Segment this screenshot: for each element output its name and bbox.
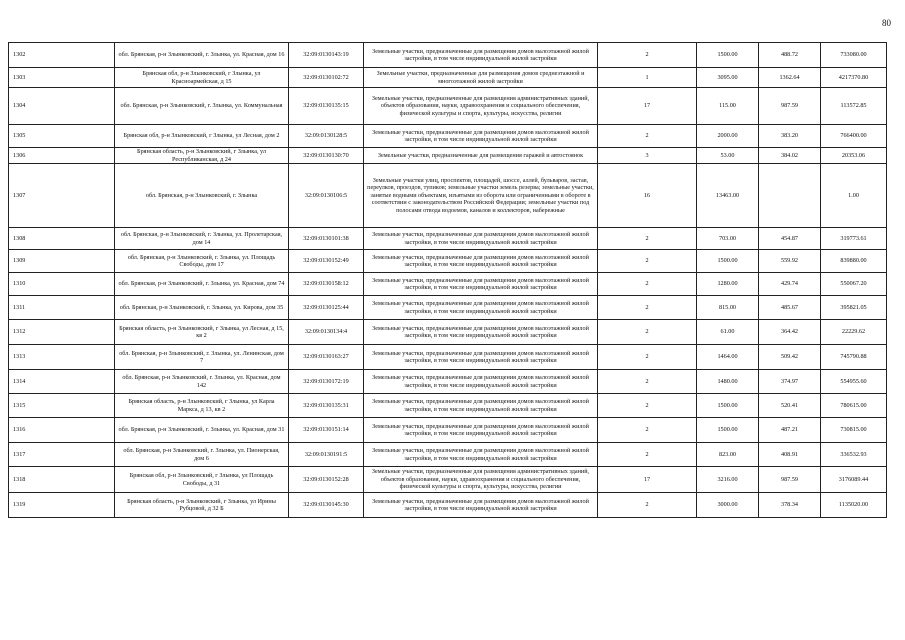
land-use-cell: Земельные участки, предназначенные для размещения домов малоэтажной жилой застройки, в том числе индивидуальной жилой застройки <box>364 273 598 296</box>
land-use-cell: Земельные участки, предназначенные для размещения домов малоэтажной жилой застройки, в том числе индивидуальной жилой застройки <box>364 320 598 345</box>
cadastral-value-cell: 22229.62 <box>821 320 887 345</box>
row-number: 1315 <box>9 394 115 418</box>
table-row <box>9 443 887 467</box>
land-use-cell: Земельные участки, предназначенные для размещения домов малоэтажной жилой застройки, в том числе индивидуальной жилой застройки <box>364 370 598 394</box>
area-cell: 1500.00 <box>697 43 759 68</box>
group-number-cell: 2 <box>598 370 697 394</box>
address-cell: обл. Брянская, р-н Злынковский, г. Злынка, ул. Кирова, дом 35 <box>115 296 289 320</box>
address-cell: обл. Брянская, р-н Злынковский, г. Злынка, ул. Пионерская, дом 6 <box>115 443 289 467</box>
cadastral-value-cell: 780615.00 <box>821 394 887 418</box>
area-cell: 1464.00 <box>697 345 759 370</box>
group-number-cell: 17 <box>598 467 697 493</box>
land-use-cell: Земельные участки, предназначенные для размещения домов малоэтажной жилой застройки, в том числе индивидуальной жилой застройки <box>364 493 598 518</box>
row-number: 1312 <box>9 320 115 345</box>
table-row <box>9 467 887 493</box>
cadastral-number-cell: 32:09:0130152:28 <box>289 467 364 493</box>
cadastral-number-cell: 32:09:0130102:72 <box>289 68 364 88</box>
land-use-cell: Земельные участки, предназначенные для размещения домов малоэтажной жилой застройки, в том числе индивидуальной жилой застройки <box>364 394 598 418</box>
area-cell: 1500.00 <box>697 250 759 273</box>
row-number: 1311 <box>9 296 115 320</box>
area-cell: 115.00 <box>697 88 759 125</box>
specific-value-cell: 429.74 <box>759 273 821 296</box>
cadastral-value-cell: 839880.00 <box>821 250 887 273</box>
area-cell: 1500.00 <box>697 418 759 443</box>
land-use-cell: Земельные участки, предназначенные для размещения домов малоэтажной жилой застройки, в том числе индивидуальной жилой застройки <box>364 228 598 250</box>
specific-value-cell: 378.34 <box>759 493 821 518</box>
area-cell: 3095.00 <box>697 68 759 88</box>
address-cell: обл. Брянская, р-н Злынковский, г. Злынка, ул. Пролетарская, дом 14 <box>115 228 289 250</box>
address-cell: обл. Брянская, р-н Злынковский, г. Злынка, ул. Коммунальная <box>115 88 289 125</box>
page-number: 80 <box>882 18 891 28</box>
specific-value-cell <box>759 164 821 228</box>
cadastral-value-cell: 4217370.80 <box>821 68 887 88</box>
row-number: 1309 <box>9 250 115 273</box>
area-cell: 3000.00 <box>697 493 759 518</box>
row-number: 1305 <box>9 125 115 148</box>
address-cell: Брянская область, р-н Злынковский, г Злынка, ул Республиканская, д 24 <box>115 148 289 164</box>
table-row <box>9 296 887 320</box>
address-cell: обл. Брянская, р-н Злынковский, г. Злынка, ул. Красная, дом 31 <box>115 418 289 443</box>
area-cell: 13463.00 <box>697 164 759 228</box>
table-row <box>9 68 887 88</box>
specific-value-cell: 383.20 <box>759 125 821 148</box>
table-row <box>9 394 887 418</box>
specific-value-cell: 485.67 <box>759 296 821 320</box>
cadastral-value-cell: 336532.93 <box>821 443 887 467</box>
group-number-cell: 2 <box>598 296 697 320</box>
group-number-cell: 1 <box>598 68 697 88</box>
area-cell: 703.00 <box>697 228 759 250</box>
row-number: 1303 <box>9 68 115 88</box>
specific-value-cell: 987.59 <box>759 88 821 125</box>
area-cell: 1500.00 <box>697 394 759 418</box>
address-cell: Брянская обл, р-н Злынковский, г Злынка, ул Лесная, дом 2 <box>115 125 289 148</box>
land-use-cell: Земельные участки, предназначенные для размещения домов малоэтажной жилой застройки, в том числе индивидуальной жилой застройки <box>364 43 598 68</box>
table-row <box>9 493 887 518</box>
cadastral-number-cell: 32:09:0130125:44 <box>289 296 364 320</box>
group-number-cell: 2 <box>598 320 697 345</box>
cadastral-number-cell: 32:09:0130106:5 <box>289 164 364 228</box>
row-number: 1314 <box>9 370 115 394</box>
land-use-cell: Земельные участки, предназначенные для размещения административных зданий, объектов образования, науки, здравоохранения и социального обеспечения, физической культуры и спорта, культуры, искусства, религии <box>364 88 598 125</box>
area-cell: 1480.00 <box>697 370 759 394</box>
row-number: 1316 <box>9 418 115 443</box>
group-number-cell: 2 <box>598 394 697 418</box>
row-number: 1304 <box>9 88 115 125</box>
specific-value-cell: 520.41 <box>759 394 821 418</box>
group-number-cell: 2 <box>598 125 697 148</box>
cadastral-value-cell: 733080.00 <box>821 43 887 68</box>
cadastral-number-cell: 32:09:0130135:15 <box>289 88 364 125</box>
area-cell: 1280.00 <box>697 273 759 296</box>
table-row <box>9 273 887 296</box>
cadastral-value-cell: 1.00 <box>821 164 887 228</box>
land-use-cell: Земельные участки, предназначенные для размещения домов малоэтажной жилой застройки, в том числе индивидуальной жилой застройки <box>364 125 598 148</box>
cadastral-value-cell: 395821.05 <box>821 296 887 320</box>
group-number-cell: 2 <box>598 43 697 68</box>
cadastral-value-cell: 550067.20 <box>821 273 887 296</box>
specific-value-cell: 1362.64 <box>759 68 821 88</box>
group-number-cell: 2 <box>598 345 697 370</box>
specific-value-cell: 509.42 <box>759 345 821 370</box>
cadastral-value-cell: 113572.85 <box>821 88 887 125</box>
cadastral-number-cell: 32:09:0130134:4 <box>289 320 364 345</box>
land-use-cell: Земельные участки, предназначенные для размещения домов малоэтажной жилой застройки, в том числе индивидуальной жилой застройки <box>364 345 598 370</box>
land-use-cell: Земельные участки, предназначенные для размещения домов среднеэтажной и многоэтажной жилой застройки <box>364 68 598 88</box>
cadastral-number-cell: 32:09:0130135:31 <box>289 394 364 418</box>
address-cell: обл. Брянская, р-н Злынковский, г. Злынка, ул. Красная, дом 16 <box>115 43 289 68</box>
specific-value-cell: 487.21 <box>759 418 821 443</box>
cadastral-number-cell: 32:09:0130101:38 <box>289 228 364 250</box>
address-cell: обл. Брянская, р-н Злынковский, г. Злынка, ул. Красная, дом 74 <box>115 273 289 296</box>
group-number-cell: 2 <box>598 228 697 250</box>
table-row <box>9 250 887 273</box>
table-row <box>9 125 887 148</box>
address-cell: обл. Брянская, р-н Злынковский, г. Злынка, ул. Площадь Свободы, дом 17 <box>115 250 289 273</box>
land-use-cell: Земельные участки, предназначенные для размещения домов малоэтажной жилой застройки, в том числе индивидуальной жилой застройки <box>364 296 598 320</box>
table-row <box>9 88 887 125</box>
specific-value-cell: 408.91 <box>759 443 821 467</box>
land-use-cell: Земельные участки улиц, проспектов, площадей, шоссе, аллей, бульваров, застав, переулков, проездов, тупиков; земельные участки земель резерва; земельные участки, занятые водными объектами, изъятыми из оборота или ограниченными в обороте в соответствии с законодательством Российской Федерации; земельные участки под полосами отвода водоемов, каналов и коллекторов, набережные <box>364 164 598 228</box>
specific-value-cell: 374.97 <box>759 370 821 394</box>
area-cell: 3216.00 <box>697 467 759 493</box>
land-use-cell: Земельные участки, предназначенные для размещения домов малоэтажной жилой застройки, в том числе индивидуальной жилой застройки <box>364 443 598 467</box>
land-use-cell: Земельные участки, предназначенные для размещения административных зданий, объектов образования, науки, здравоохранения и социального обеспечения, физической культуры и спорта, культуры, искусства, религии <box>364 467 598 493</box>
land-use-cell: Земельные участки, предназначенные для размещения гаражей и автостоянок <box>364 148 598 164</box>
table-row <box>9 345 887 370</box>
cadastral-value-cell: 3176089.44 <box>821 467 887 493</box>
address-cell: обл. Брянская, р-н Злынковский, г. Злынка, ул. Ленинская, дом 7 <box>115 345 289 370</box>
table-row <box>9 418 887 443</box>
cadastral-number-cell: 32:09:0130163:27 <box>289 345 364 370</box>
address-cell: Брянская обл, р-н Злынковский, г Злынка, ул Площадь Свободы, д 31 <box>115 467 289 493</box>
group-number-cell: 2 <box>598 273 697 296</box>
address-cell: Брянская область, р-н Злынковский, г Злынка, ул Карла Маркса, д 13, кв 2 <box>115 394 289 418</box>
group-number-cell: 2 <box>598 250 697 273</box>
row-number: 1307 <box>9 164 115 228</box>
area-cell: 53.00 <box>697 148 759 164</box>
table-row <box>9 370 887 394</box>
address-cell: Брянская область, р-н Злынковский, г Злынка, ул Ирины Рубцовой, д 32 Б <box>115 493 289 518</box>
table-row <box>9 228 887 250</box>
area-cell: 2000.00 <box>697 125 759 148</box>
row-number: 1319 <box>9 493 115 518</box>
land-use-cell: Земельные участки, предназначенные для размещения домов малоэтажной жилой застройки, в том числе индивидуальной жилой застройки <box>364 250 598 273</box>
row-number: 1302 <box>9 43 115 68</box>
address-cell: обл. Брянская, р-н Злынковский, г. Злынка, ул. Красная, дом 142 <box>115 370 289 394</box>
table-row <box>9 148 887 164</box>
address-cell: Брянская область, р-н Злынковский, г Злынка, ул Лесная, д 15, кв 2 <box>115 320 289 345</box>
cadastral-value-cell: 319773.61 <box>821 228 887 250</box>
cadastral-value-cell: 745790.88 <box>821 345 887 370</box>
group-number-cell: 2 <box>598 493 697 518</box>
cadastral-value-cell: 20353.06 <box>821 148 887 164</box>
row-number: 1306 <box>9 148 115 164</box>
cadastral-number-cell: 32:09:0130151:14 <box>289 418 364 443</box>
cadastral-number-cell: 32:09:0130130:70 <box>289 148 364 164</box>
table-row <box>9 164 887 228</box>
cadastral-value-cell: 554955.60 <box>821 370 887 394</box>
area-cell: 815.00 <box>697 296 759 320</box>
group-number-cell: 16 <box>598 164 697 228</box>
specific-value-cell: 987.59 <box>759 467 821 493</box>
group-number-cell: 3 <box>598 148 697 164</box>
row-number: 1313 <box>9 345 115 370</box>
cadastral-number-cell: 32:09:0130143:19 <box>289 43 364 68</box>
row-number: 1318 <box>9 467 115 493</box>
specific-value-cell: 559.92 <box>759 250 821 273</box>
cadastral-value-cell: 766400.00 <box>821 125 887 148</box>
row-number: 1317 <box>9 443 115 467</box>
land-use-cell: Земельные участки, предназначенные для размещения домов малоэтажной жилой застройки, в том числе индивидуальной жилой застройки <box>364 418 598 443</box>
cadastral-number-cell: 32:09:0130145:30 <box>289 493 364 518</box>
address-cell: обл. Брянская, р-н Злынковский, г. Злынка <box>115 164 289 228</box>
row-number: 1310 <box>9 273 115 296</box>
cadastral-number-cell: 32:09:0130172:19 <box>289 370 364 394</box>
cadastral-number-cell: 32:09:0130152:49 <box>289 250 364 273</box>
address-cell: Брянская обл, р-н Злынковский, г Злынка, ул Красноармейская, д 15 <box>115 68 289 88</box>
group-number-cell: 2 <box>598 418 697 443</box>
cadastral-value-table <box>8 42 887 518</box>
cadastral-number-cell: 32:09:0130191:5 <box>289 443 364 467</box>
cadastral-value-cell: 730815.00 <box>821 418 887 443</box>
area-cell: 823.00 <box>697 443 759 467</box>
group-number-cell: 2 <box>598 443 697 467</box>
table-row <box>9 320 887 345</box>
specific-value-cell: 384.02 <box>759 148 821 164</box>
cadastral-number-cell: 32:09:0130158:12 <box>289 273 364 296</box>
table-row <box>9 43 887 68</box>
group-number-cell: 17 <box>598 88 697 125</box>
cadastral-number-cell: 32:09:0130128:5 <box>289 125 364 148</box>
row-number: 1308 <box>9 228 115 250</box>
specific-value-cell: 364.42 <box>759 320 821 345</box>
cadastral-value-cell: 1135020.00 <box>821 493 887 518</box>
area-cell: 61.00 <box>697 320 759 345</box>
specific-value-cell: 454.87 <box>759 228 821 250</box>
specific-value-cell: 488.72 <box>759 43 821 68</box>
